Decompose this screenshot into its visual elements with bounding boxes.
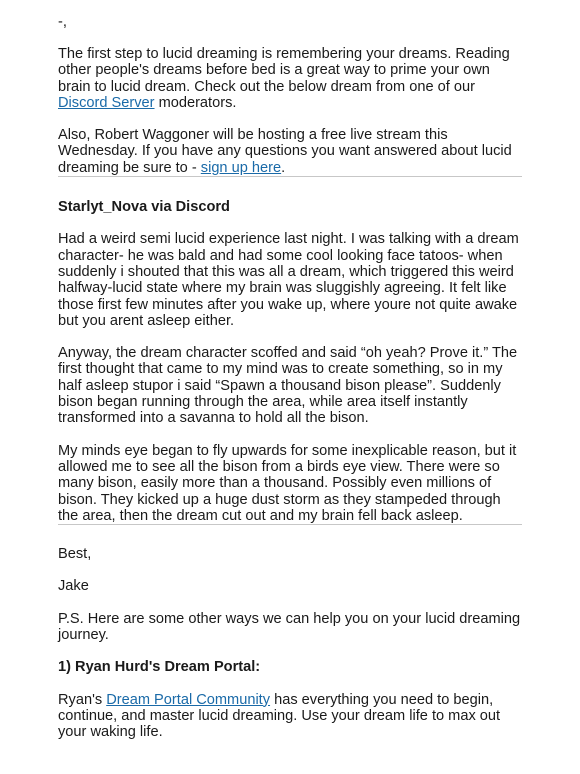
intro-paragraph-2: [58, 127, 522, 176]
intro-paragraph-1: [58, 46, 522, 111]
intro-2-text: Also, Robert Waggoner will be hosting a free live stream this Wednesday. If you have any questions you want answered about lucid dreaming be sure to -: [58, 127, 512, 176]
intro-2-text-end: .: [281, 159, 286, 176]
divider: [58, 176, 522, 177]
resource-desc-text-end: has everything you need to begin, continue, and master lucid dreaming. Use your dream life to max out your waking life.: [58, 691, 501, 741]
resource-description: [58, 692, 522, 741]
resource-desc-text: Ryan's: [58, 691, 107, 708]
intro-1-text-end: moderators.: [154, 94, 237, 111]
dream-paragraph: Had a weird semi lucid experience last night. I was talking with a dream character- he was bald and had some cool looking face tatoos- when suddenly i shouted that this was all a dream, which triggered this weird halfway-lucid state where my brain was sluggishly agreeing. It felt like those first few minutes after you wake up, where youre not quite awake but you arent asleep either.: [58, 231, 519, 329]
dream-author: Starlyt_Nova via Discord: [58, 199, 230, 216]
discord-server-link[interactable]: Discord Server: [58, 94, 155, 111]
signoff: Best,: [58, 546, 92, 563]
sign-up-link[interactable]: sign up here: [200, 159, 282, 176]
intro-1-text: The first step to lucid dreaming is remembering your dreams. Reading other people's dreams before bed is a great way to prime your own brain to lucid dream. Check out the below dream from one of our: [58, 46, 510, 95]
postscript: P.S. Here are some other ways we can help you on your lucid dreaming journey.: [58, 610, 521, 644]
divider: [58, 524, 522, 525]
dream-paragraph: My minds eye began to fly upwards for some inexplicable reason, but it allowed me to see all the bison from a birds eye view. There were so many bison, easily more than a thousand. Possibly even millions of bison. They kicked up a huge dust storm as they stampeded through the area, then the dream cut out and my brain fell back asleep.: [58, 442, 517, 524]
signer-name: Jake: [58, 578, 89, 595]
dream-paragraph: Anyway, the dream character scoffed and said “oh yeah? Prove it.” The first thought that came to my mind was to create something, so in my half asleep stupor i said “Spawn a thousand bison please”. Suddenly bison began running through the area, while area itself instantly transformed into a savanna to hold all the bison.: [58, 345, 518, 427]
greeting: -,: [58, 14, 67, 30]
resource-heading: 1) Ryan Hurd's Dream Portal:: [58, 659, 261, 676]
dream-portal-link[interactable]: Dream Portal Community: [106, 691, 271, 708]
